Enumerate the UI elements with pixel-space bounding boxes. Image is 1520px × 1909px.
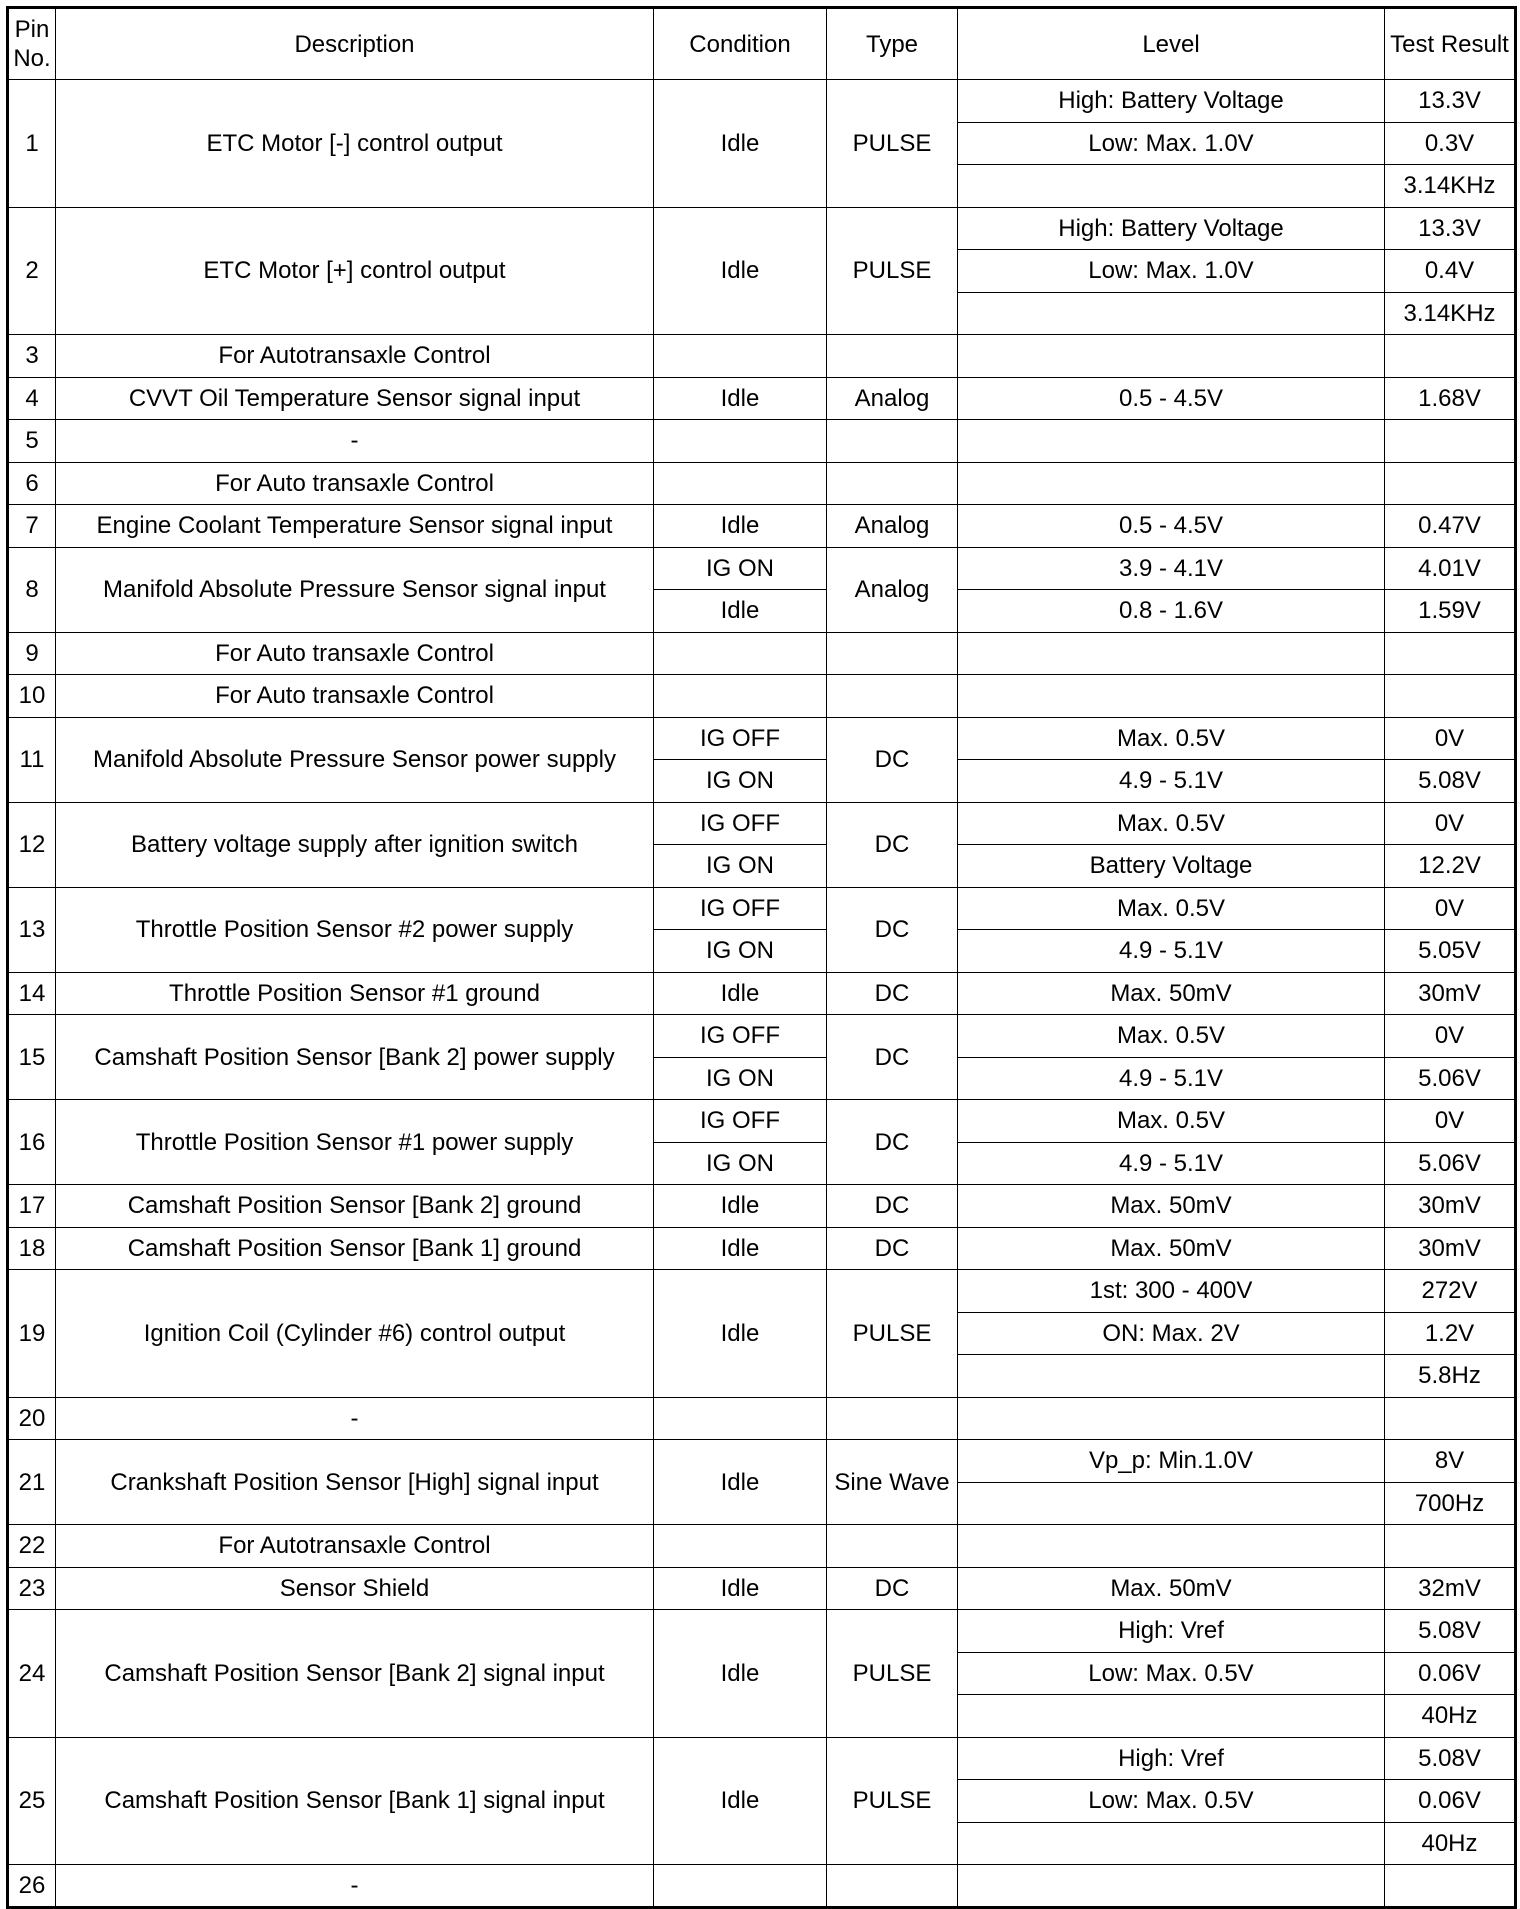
- condition-cell: Idle: [654, 377, 827, 420]
- pin-number-cell: 13: [8, 887, 56, 972]
- condition-cell: IG OFF: [654, 1100, 827, 1143]
- level-cell: 1st: 300 - 400V: [958, 1270, 1385, 1313]
- description-cell: CVVT Oil Temperature Sensor signal input: [56, 377, 654, 420]
- test-result-cell: 700Hz: [1385, 1482, 1516, 1525]
- description-cell: For Auto transaxle Control: [56, 675, 654, 718]
- condition-cell: IG ON: [654, 845, 827, 888]
- pin-number-cell: 6: [8, 462, 56, 505]
- table-row: [8, 1610, 1516, 1653]
- level-cell: Max. 50mV: [958, 972, 1385, 1015]
- description-cell: For Auto transaxle Control: [56, 632, 654, 675]
- level-cell: High: Battery Voltage: [958, 207, 1385, 250]
- pin-table-body: [8, 80, 1516, 1908]
- type-cell: [827, 462, 958, 505]
- condition-cell: [654, 675, 827, 718]
- level-cell: 4.9 - 5.1V: [958, 1057, 1385, 1100]
- pin-number-cell: 11: [8, 717, 56, 802]
- pin-number-cell: 12: [8, 802, 56, 887]
- condition-cell: IG ON: [654, 547, 827, 590]
- table-row: [8, 632, 1516, 675]
- test-result-cell: [1385, 1397, 1516, 1440]
- level-cell: Low: Max. 0.5V: [958, 1652, 1385, 1695]
- level-cell: [958, 292, 1385, 335]
- pin-number-cell: 25: [8, 1737, 56, 1865]
- description-cell: Camshaft Position Sensor [Bank 2] signal input: [56, 1610, 654, 1738]
- test-result-cell: 40Hz: [1385, 1822, 1516, 1865]
- test-result-cell: 0V: [1385, 717, 1516, 760]
- condition-cell: Idle: [654, 1610, 827, 1738]
- condition-cell: [654, 1865, 827, 1908]
- type-cell: DC: [827, 1567, 958, 1610]
- pin-table-sheet: [6, 6, 1514, 1909]
- table-row: [8, 547, 1516, 590]
- test-result-cell: [1385, 335, 1516, 378]
- level-cell: 4.9 - 5.1V: [958, 930, 1385, 973]
- level-cell: Low: Max. 1.0V: [958, 122, 1385, 165]
- condition-cell: Idle: [654, 1567, 827, 1610]
- header-type: Type: [827, 8, 958, 80]
- test-result-cell: 30mV: [1385, 1227, 1516, 1270]
- type-cell: Analog: [827, 505, 958, 548]
- condition-cell: IG OFF: [654, 802, 827, 845]
- test-result-cell: 0V: [1385, 887, 1516, 930]
- test-result-cell: [1385, 1865, 1516, 1908]
- condition-cell: Idle: [654, 1185, 827, 1228]
- pin-number-cell: 22: [8, 1525, 56, 1568]
- table-row: [8, 1737, 1516, 1780]
- pin-number-cell: 24: [8, 1610, 56, 1738]
- level-cell: Max. 50mV: [958, 1227, 1385, 1270]
- description-cell: -: [56, 1397, 654, 1440]
- condition-cell: Idle: [654, 80, 827, 208]
- condition-cell: Idle: [654, 1227, 827, 1270]
- level-cell: 4.9 - 5.1V: [958, 760, 1385, 803]
- test-result-cell: [1385, 1525, 1516, 1568]
- condition-cell: [654, 1525, 827, 1568]
- description-cell: For Autotransaxle Control: [56, 1525, 654, 1568]
- pin-number-cell: 15: [8, 1015, 56, 1100]
- test-result-cell: 5.08V: [1385, 1737, 1516, 1780]
- level-cell: [958, 1822, 1385, 1865]
- condition-cell: Idle: [654, 1270, 827, 1398]
- test-result-cell: 0V: [1385, 1100, 1516, 1143]
- test-result-cell: 13.3V: [1385, 80, 1516, 123]
- level-cell: Max. 0.5V: [958, 802, 1385, 845]
- table-row: [8, 462, 1516, 505]
- level-cell: [958, 165, 1385, 208]
- test-result-cell: 5.05V: [1385, 930, 1516, 973]
- level-cell: [958, 1355, 1385, 1398]
- type-cell: [827, 1397, 958, 1440]
- pin-number-cell: 19: [8, 1270, 56, 1398]
- level-cell: High: Vref: [958, 1737, 1385, 1780]
- type-cell: DC: [827, 1015, 958, 1100]
- type-cell: DC: [827, 1185, 958, 1228]
- table-row: [8, 1270, 1516, 1313]
- type-cell: Analog: [827, 547, 958, 632]
- level-cell: ON: Max. 2V: [958, 1312, 1385, 1355]
- pin-number-cell: 10: [8, 675, 56, 718]
- test-result-cell: 32mV: [1385, 1567, 1516, 1610]
- test-result-cell: 0.06V: [1385, 1780, 1516, 1823]
- condition-cell: [654, 1397, 827, 1440]
- description-cell: Manifold Absolute Pressure Sensor signal input: [56, 547, 654, 632]
- condition-cell: Idle: [654, 972, 827, 1015]
- table-row: [8, 1397, 1516, 1440]
- description-cell: Camshaft Position Sensor [Bank 1] ground: [56, 1227, 654, 1270]
- test-result-cell: 1.2V: [1385, 1312, 1516, 1355]
- type-cell: Sine Wave: [827, 1440, 958, 1525]
- level-cell: [958, 462, 1385, 505]
- type-cell: PULSE: [827, 1610, 958, 1738]
- type-cell: DC: [827, 802, 958, 887]
- table-row: [8, 1100, 1516, 1143]
- level-cell: 3.9 - 4.1V: [958, 547, 1385, 590]
- level-cell: Max. 0.5V: [958, 887, 1385, 930]
- pin-number-cell: 3: [8, 335, 56, 378]
- pin-number-cell: 18: [8, 1227, 56, 1270]
- header-level: Level: [958, 8, 1385, 80]
- condition-cell: Idle: [654, 1440, 827, 1525]
- description-cell: Camshaft Position Sensor [Bank 1] signal input: [56, 1737, 654, 1865]
- type-cell: [827, 1525, 958, 1568]
- level-cell: 0.8 - 1.6V: [958, 590, 1385, 633]
- table-row: [8, 717, 1516, 760]
- condition-cell: Idle: [654, 590, 827, 633]
- level-cell: Max. 50mV: [958, 1185, 1385, 1228]
- description-cell: Crankshaft Position Sensor [High] signal input: [56, 1440, 654, 1525]
- test-result-cell: 5.06V: [1385, 1057, 1516, 1100]
- pin-number-cell: 20: [8, 1397, 56, 1440]
- table-row: [8, 675, 1516, 718]
- level-cell: Max. 50mV: [958, 1567, 1385, 1610]
- header-pin: Pin No.: [8, 8, 56, 80]
- level-cell: [958, 1482, 1385, 1525]
- description-cell: ETC Motor [+] control output: [56, 207, 654, 335]
- description-cell: -: [56, 1865, 654, 1908]
- table-row: [8, 1185, 1516, 1228]
- description-cell: Camshaft Position Sensor [Bank 2] power supply: [56, 1015, 654, 1100]
- level-cell: [958, 675, 1385, 718]
- type-cell: PULSE: [827, 80, 958, 208]
- level-cell: [958, 1525, 1385, 1568]
- test-result-cell: 1.59V: [1385, 590, 1516, 633]
- test-result-cell: 0.47V: [1385, 505, 1516, 548]
- type-cell: DC: [827, 887, 958, 972]
- test-result-cell: [1385, 675, 1516, 718]
- description-cell: Sensor Shield: [56, 1567, 654, 1610]
- level-cell: Low: Max. 1.0V: [958, 250, 1385, 293]
- description-cell: Battery voltage supply after ignition switch: [56, 802, 654, 887]
- condition-cell: [654, 335, 827, 378]
- test-result-cell: 40Hz: [1385, 1695, 1516, 1738]
- description-cell: For Autotransaxle Control: [56, 335, 654, 378]
- pin-number-cell: 23: [8, 1567, 56, 1610]
- description-cell: Throttle Position Sensor #2 power supply: [56, 887, 654, 972]
- table-row: [8, 1865, 1516, 1908]
- condition-cell: [654, 632, 827, 675]
- description-cell: For Auto transaxle Control: [56, 462, 654, 505]
- level-cell: [958, 1865, 1385, 1908]
- test-result-cell: 0.06V: [1385, 1652, 1516, 1695]
- table-row: [8, 377, 1516, 420]
- pin-number-cell: 9: [8, 632, 56, 675]
- test-result-cell: 0.4V: [1385, 250, 1516, 293]
- type-cell: [827, 1865, 958, 1908]
- test-result-cell: 8V: [1385, 1440, 1516, 1483]
- description-cell: Throttle Position Sensor #1 power supply: [56, 1100, 654, 1185]
- test-result-cell: 0.3V: [1385, 122, 1516, 165]
- level-cell: High: Vref: [958, 1610, 1385, 1653]
- table-row: [8, 420, 1516, 463]
- type-cell: Analog: [827, 377, 958, 420]
- table-row: [8, 887, 1516, 930]
- pin-number-cell: 2: [8, 207, 56, 335]
- level-cell: Max. 0.5V: [958, 717, 1385, 760]
- test-result-cell: 5.08V: [1385, 1610, 1516, 1653]
- description-cell: -: [56, 420, 654, 463]
- test-result-cell: 272V: [1385, 1270, 1516, 1313]
- condition-cell: [654, 462, 827, 505]
- description-cell: Throttle Position Sensor #1 ground: [56, 972, 654, 1015]
- level-cell: [958, 335, 1385, 378]
- table-row: [8, 1015, 1516, 1058]
- test-result-cell: 5.08V: [1385, 760, 1516, 803]
- pin-number-cell: 16: [8, 1100, 56, 1185]
- table-row: [8, 1525, 1516, 1568]
- test-result-cell: 1.68V: [1385, 377, 1516, 420]
- level-cell: [958, 1397, 1385, 1440]
- test-result-cell: [1385, 462, 1516, 505]
- level-cell: [958, 632, 1385, 675]
- level-cell: High: Battery Voltage: [958, 80, 1385, 123]
- type-cell: DC: [827, 972, 958, 1015]
- condition-cell: IG ON: [654, 930, 827, 973]
- level-cell: 0.5 - 4.5V: [958, 377, 1385, 420]
- type-cell: PULSE: [827, 1270, 958, 1398]
- test-result-cell: 30mV: [1385, 972, 1516, 1015]
- pin-number-cell: 1: [8, 80, 56, 208]
- test-result-cell: 0V: [1385, 1015, 1516, 1058]
- level-cell: [958, 420, 1385, 463]
- test-result-cell: 3.14KHz: [1385, 292, 1516, 335]
- pin-number-cell: 14: [8, 972, 56, 1015]
- level-cell: Battery Voltage: [958, 845, 1385, 888]
- type-cell: [827, 632, 958, 675]
- header-condition: Condition: [654, 8, 827, 80]
- test-result-cell: 4.01V: [1385, 547, 1516, 590]
- condition-cell: [654, 420, 827, 463]
- pin-number-cell: 26: [8, 1865, 56, 1908]
- type-cell: [827, 335, 958, 378]
- level-cell: 0.5 - 4.5V: [958, 505, 1385, 548]
- description-cell: Camshaft Position Sensor [Bank 2] ground: [56, 1185, 654, 1228]
- description-cell: Ignition Coil (Cylinder #6) control output: [56, 1270, 654, 1398]
- test-result-cell: 5.8Hz: [1385, 1355, 1516, 1398]
- condition-cell: IG OFF: [654, 887, 827, 930]
- type-cell: DC: [827, 717, 958, 802]
- test-result-cell: 30mV: [1385, 1185, 1516, 1228]
- level-cell: 4.9 - 5.1V: [958, 1142, 1385, 1185]
- type-cell: DC: [827, 1227, 958, 1270]
- level-cell: Low: Max. 0.5V: [958, 1780, 1385, 1823]
- level-cell: Max. 0.5V: [958, 1015, 1385, 1058]
- test-result-cell: 0V: [1385, 802, 1516, 845]
- test-result-cell: [1385, 420, 1516, 463]
- condition-cell: IG OFF: [654, 1015, 827, 1058]
- pin-number-cell: 8: [8, 547, 56, 632]
- test-result-cell: 3.14KHz: [1385, 165, 1516, 208]
- description-cell: ETC Motor [-] control output: [56, 80, 654, 208]
- pin-data-table: [6, 6, 1517, 1909]
- test-result-cell: [1385, 632, 1516, 675]
- level-cell: Vp_p: Min.1.0V: [958, 1440, 1385, 1483]
- condition-cell: IG ON: [654, 1057, 827, 1100]
- type-cell: DC: [827, 1100, 958, 1185]
- header-test-result: Test Result: [1385, 8, 1516, 80]
- header-description: Description: [56, 8, 654, 80]
- description-cell: Manifold Absolute Pressure Sensor power supply: [56, 717, 654, 802]
- table-row: [8, 972, 1516, 1015]
- condition-cell: Idle: [654, 207, 827, 335]
- pin-number-cell: 7: [8, 505, 56, 548]
- test-result-cell: 12.2V: [1385, 845, 1516, 888]
- condition-cell: Idle: [654, 1737, 827, 1865]
- test-result-cell: 5.06V: [1385, 1142, 1516, 1185]
- condition-cell: Idle: [654, 505, 827, 548]
- pin-number-cell: 4: [8, 377, 56, 420]
- description-cell: Engine Coolant Temperature Sensor signal input: [56, 505, 654, 548]
- type-cell: [827, 420, 958, 463]
- type-cell: [827, 675, 958, 718]
- pin-number-cell: 21: [8, 1440, 56, 1525]
- table-row: [8, 802, 1516, 845]
- test-result-cell: 13.3V: [1385, 207, 1516, 250]
- condition-cell: IG ON: [654, 1142, 827, 1185]
- table-row: [8, 1440, 1516, 1483]
- condition-cell: IG ON: [654, 760, 827, 803]
- table-row: [8, 1567, 1516, 1610]
- header-row: [8, 8, 1516, 80]
- condition-cell: IG OFF: [654, 717, 827, 760]
- table-row: [8, 1227, 1516, 1270]
- type-cell: PULSE: [827, 207, 958, 335]
- type-cell: PULSE: [827, 1737, 958, 1865]
- level-cell: Max. 0.5V: [958, 1100, 1385, 1143]
- pin-number-cell: 17: [8, 1185, 56, 1228]
- level-cell: [958, 1695, 1385, 1738]
- pin-number-cell: 5: [8, 420, 56, 463]
- table-row: [8, 335, 1516, 378]
- table-row: [8, 207, 1516, 250]
- table-row: [8, 80, 1516, 123]
- table-row: [8, 505, 1516, 548]
